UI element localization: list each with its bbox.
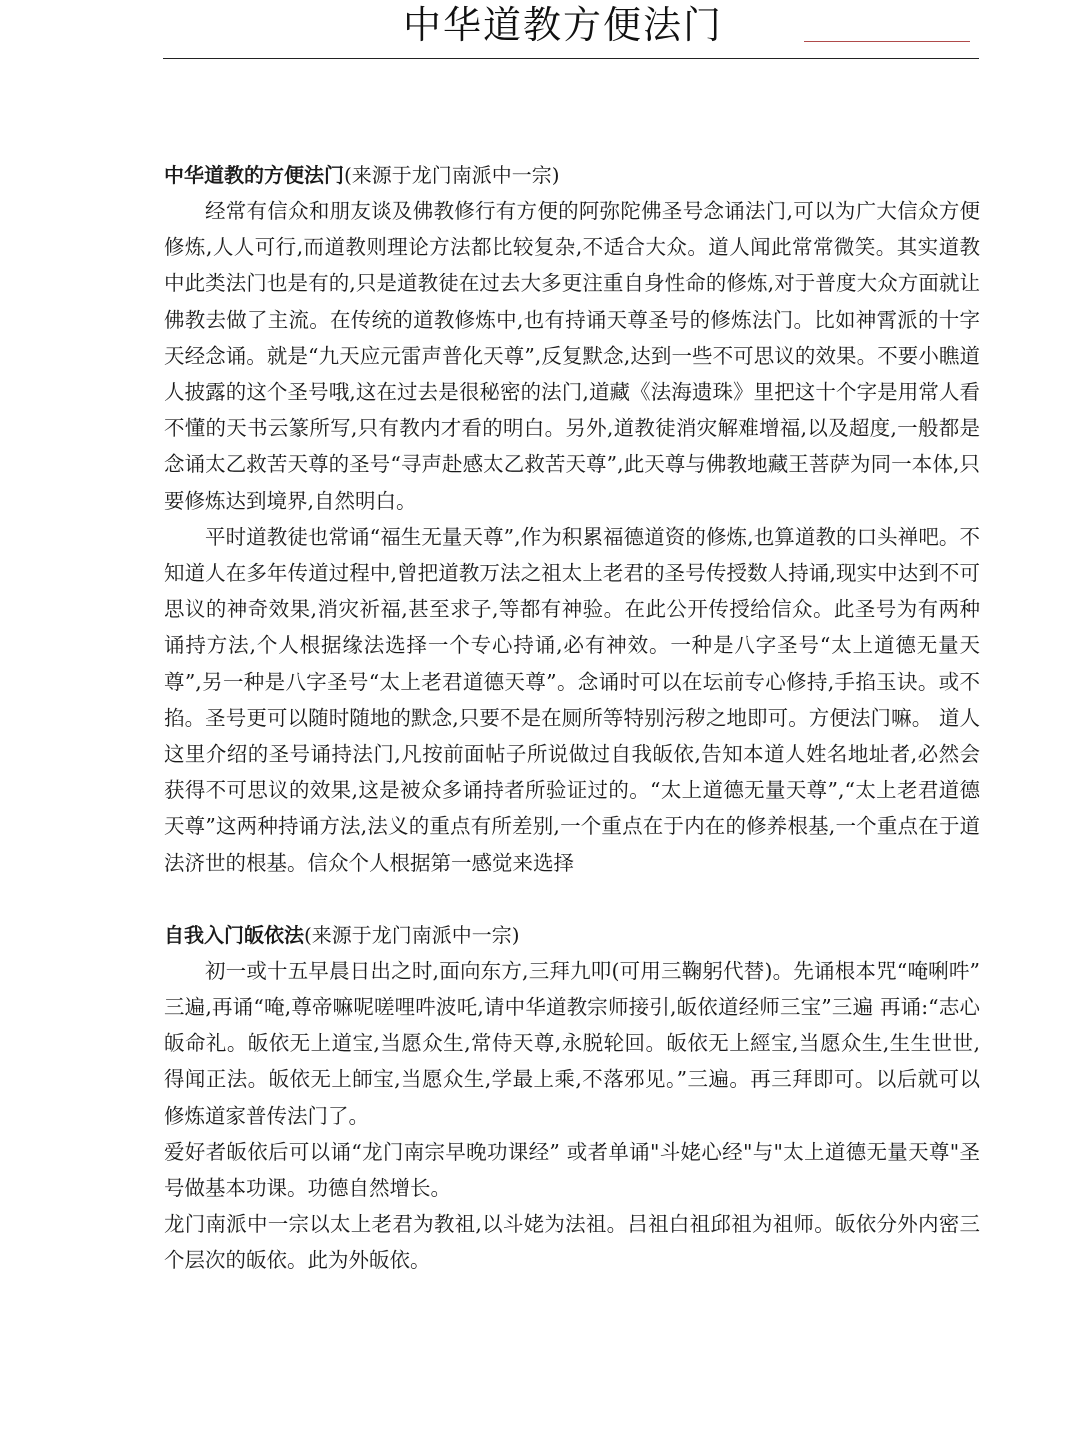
paragraph: 初一或十五早晨日出之时,面向东方,三拜九叩(可用三鞠躬代替)。先诵根本咒“唵唎吽” 三遍,再诵“唵,尊帝嘛呢嗟哩吽波吒,请中华道教宗师接引,皈依道经师三宝”三遍 再诵:“志心皈命礼。皈依无上道宝,当愿众生,常侍天尊,永脱轮回。皈依无上經宝,当愿众生,生生世世,得闻正法。皈依无上師宝,当愿众生,学最上乘,不落邪见。”三遍。再三拜即可。以后就可以修炼道家普传法门了。 (164, 958, 980, 1128)
paragraph: 经常有信众和朋友谈及佛教修行有方便的阿弥陀佛圣号念诵法门,可以为广大信众方便修炼,人人可行,而道教则理论方法都比较复杂,不适合大众。道人闻此常常微笑。其实道教中此类法门也是有的,只是道教徒在过去大多更注重自身性命的修炼,对于普度大众方面就让佛教去做了主流。在传统的道教修炼中,也有持诵天尊圣号的修炼法门。比如神霄派的十字天经念诵。就是“九天应元雷声普化天尊”,反复默念,达到一些不可思议的效果。不要小瞧道人披露的这个圣号哦,这在过去是很秘密的法门,道藏《法海遗珠》里把这十个字是用常人看不懂的天书云篆所写,只有教内才看的明白。另外,道教徒消灾解难增福,以及超度,一般都是念诵太乙救苦天尊的圣号“寻声赴感太乙救苦天尊”,此天尊与佛教地藏王菩萨为同一本体,只要修炼达到境界,自然明白。 (164, 199, 980, 513)
header-accent-line (804, 41, 970, 42)
section-self-refuge (164, 917, 980, 1279)
section-heading (164, 157, 980, 193)
document-body (164, 157, 980, 1279)
section-convenient-method (164, 157, 980, 881)
paragraph: 平时道教徒也常诵“福生无量天尊”,作为积累福德道资的修炼,也算道教的口头禅吧。不知道人在多年传道过程中,曾把道教万法之祖太上老君的圣号传授数人持诵,现实中达到不可思议的神奇效果,消灾祈福,甚至求子,等都有神验。在此公开传授给信众。此圣号为有两种诵持方法,个人根据缘法选择一个专心持诵,必有神效。一种是八字圣号“太上道德无量天尊”,另一种是八字圣号“太上老君道德天尊”。念诵时可以在坛前专心修持,手掐玉诀。或不掐。圣号更可以随时随地的默念,只要不是在厕所等特别污秽之地即可。方便法门嘛。 道人这里介绍的圣号诵持法门,凡按前面帖子所说做过自我皈依,告知本道人姓名地址者,必然会获得不可思议的效果,这是被众多诵持者所验证过的。“太上道德无量天尊”,“太上老君道德天尊”这两种持诵方法,法义的重点有所差别,一个重点在于内在的修养根基,一个重点在于道法济世的根基。信众个人根据第一感觉来选择 (164, 524, 980, 875)
paragraph: 爱好者皈依后可以诵“龙门南宗早晚功课经” 或者单诵"斗姥心经"与"太上道德无量天尊"圣号做基本功课。功德自然增长。 (164, 1139, 980, 1201)
section-heading (164, 917, 980, 953)
section-source: (来源于龙门南派中一宗) (344, 163, 560, 187)
page-title: 中华道教方便法门 (403, 3, 724, 47)
section-title: 中华道教的方便法门 (164, 163, 344, 187)
paragraph: 龙门南派中一宗以太上老君为教祖,以斗姥为法祖。吕祖白祖邱祖为祖师。皈依分外内密三个层次的皈依。此为外皈依。 (164, 1212, 980, 1273)
section-title: 自我入门皈依法 (164, 922, 304, 947)
section-source: (来源于龙门南派中一宗) (304, 922, 520, 947)
page-header (163, 0, 979, 59)
